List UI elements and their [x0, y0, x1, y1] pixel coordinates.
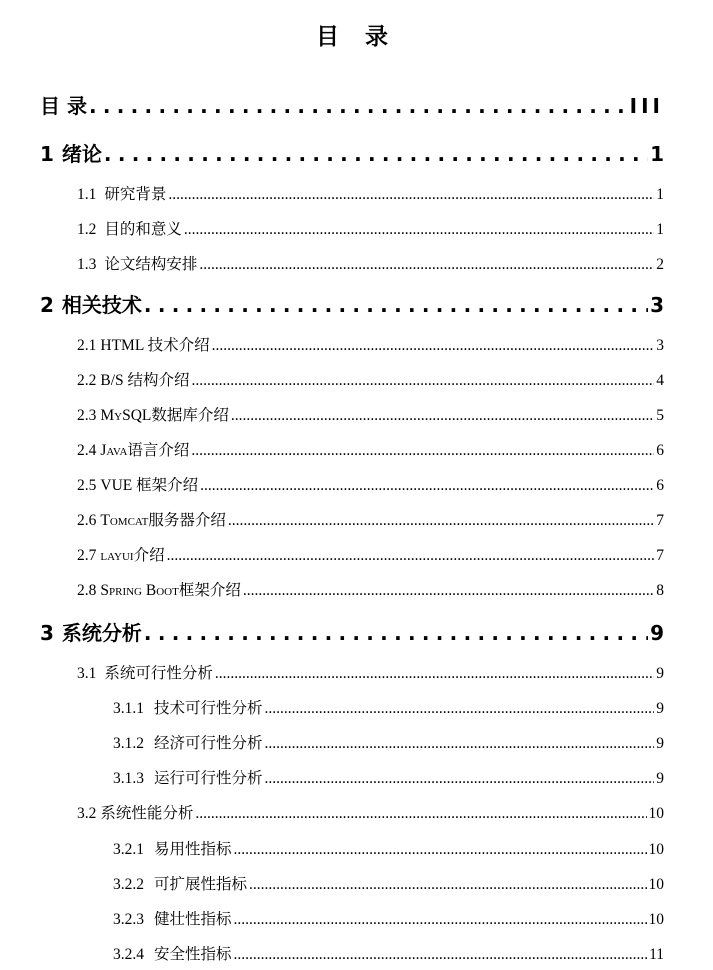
- toc-entry-2-5[interactable]: [77, 473, 664, 495]
- toc-title: 目的和意义: [104, 221, 182, 238]
- toc-number: 2: [40, 293, 54, 317]
- toc-page-number: 7: [656, 547, 664, 564]
- toc-entry-3-1[interactable]: [77, 661, 664, 683]
- page-title: 目 录: [315, 24, 397, 50]
- toc-page-number: III: [629, 94, 664, 118]
- dot-leader: [265, 700, 655, 718]
- dot-leader: [184, 221, 654, 239]
- toc-number: 1.3: [77, 256, 97, 273]
- dot-leader: [192, 372, 655, 390]
- toc-number: 2.1: [77, 337, 97, 354]
- toc-entry-3-2-2[interactable]: [113, 872, 664, 894]
- toc-entry-2-6[interactable]: [77, 508, 664, 530]
- toc-title: 相关技术: [61, 293, 142, 317]
- dot-leader: [200, 477, 654, 495]
- toc-number: 2.8: [77, 582, 97, 599]
- toc-title: 绪论: [61, 142, 102, 166]
- toc-number: 1: [40, 142, 54, 166]
- toc-page-number: 9: [656, 665, 664, 682]
- toc-title: VUE 框架介绍: [100, 477, 199, 494]
- dot-leader: [234, 946, 648, 964]
- toc-page-number: 10: [648, 911, 664, 928]
- toc-number: 3.2: [77, 805, 97, 822]
- dot-leader: [104, 142, 648, 166]
- toc-title-prefix: layui: [100, 547, 134, 564]
- toc-page-number: 1: [650, 142, 664, 166]
- toc-entry-3-1-1[interactable]: [113, 696, 664, 718]
- toc-title: 运行可行性分析: [154, 770, 263, 787]
- toc-page-number: 10: [648, 841, 664, 858]
- toc-title: 系统性能分析: [100, 805, 194, 822]
- toc-entry-contents[interactable]: [40, 90, 664, 119]
- toc-page-number: 10: [648, 805, 664, 822]
- toc-title: 安全性指标: [154, 946, 232, 963]
- toc-number: 2.2: [77, 372, 97, 389]
- toc-entry-3-1-2[interactable]: [113, 731, 664, 753]
- dot-leader: [234, 911, 647, 929]
- toc-title-prefix: MySQL: [100, 407, 152, 424]
- toc-title: 经济可行性分析: [154, 735, 263, 752]
- dot-leader: [89, 94, 628, 118]
- toc-number: 3.2.4: [113, 946, 144, 963]
- dot-leader: [212, 337, 655, 355]
- dot-leader: [228, 512, 654, 530]
- toc-title-prefix: Spring Boot: [100, 582, 179, 599]
- dot-leader: [168, 186, 654, 204]
- toc-number: 3.1.3: [113, 770, 144, 787]
- dot-leader: [191, 442, 654, 460]
- toc-entry-3-1-3[interactable]: [113, 766, 664, 788]
- dot-leader: [144, 293, 648, 317]
- toc-page-number: 9: [650, 621, 664, 645]
- toc-entry-2-2[interactable]: [77, 368, 664, 390]
- toc-number: 2.7: [77, 547, 97, 564]
- toc-entry-chapter-1[interactable]: [40, 138, 664, 167]
- toc-page-number: 9: [656, 735, 664, 752]
- toc-entry-2-8[interactable]: [77, 578, 664, 600]
- toc-title: 系统可行性分析: [104, 665, 213, 682]
- toc-number: 2.4: [77, 442, 97, 459]
- toc-title: 研究背景: [104, 186, 167, 203]
- dot-leader: [144, 621, 648, 645]
- dot-leader: [249, 876, 646, 894]
- dot-leader: [234, 841, 647, 859]
- toc-title: 服务器介绍: [148, 512, 226, 529]
- toc-page-number: 3: [656, 337, 664, 354]
- toc-title: 易用性指标: [154, 841, 232, 858]
- dot-leader: [265, 770, 655, 788]
- toc-page-number: 2: [656, 256, 664, 273]
- dot-leader: [265, 735, 655, 753]
- toc-page-number: 5: [656, 407, 664, 424]
- toc-title: 健壮性指标: [154, 911, 232, 928]
- toc-number: 1.2: [77, 221, 97, 238]
- toc-number: 1.1: [77, 186, 97, 203]
- toc-title: 目 录: [40, 94, 87, 118]
- toc-number: 3.1.2: [113, 735, 144, 752]
- toc-title: 论文结构安排: [104, 256, 198, 273]
- toc-title: 技术可行性分析: [154, 700, 263, 717]
- toc-entry-3-2-4[interactable]: [113, 942, 664, 964]
- toc-title-prefix: Java: [100, 442, 128, 459]
- toc-entry-2-7[interactable]: [77, 543, 664, 565]
- toc-number: 3.2.1: [113, 841, 144, 858]
- toc-entry-1-2[interactable]: [77, 217, 664, 239]
- toc-number: 3: [40, 621, 54, 645]
- toc-page-number: 4: [656, 372, 664, 389]
- dot-leader: [215, 665, 654, 683]
- toc-entry-2-4[interactable]: [77, 438, 664, 460]
- toc-page-number: 8: [656, 582, 664, 599]
- dot-leader: [199, 256, 654, 274]
- toc-title-prefix: Tomcat: [100, 512, 149, 529]
- toc-number: 2.6: [77, 512, 97, 529]
- toc-title: 框架介绍: [178, 582, 241, 599]
- toc-entry-3-2-3[interactable]: [113, 907, 664, 929]
- toc-number: 2.3: [77, 407, 97, 424]
- toc-entry-2-1[interactable]: [77, 333, 664, 355]
- toc-number: 3.1.1: [113, 700, 144, 717]
- toc-title: 数据库介绍: [151, 407, 229, 424]
- dot-leader: [231, 407, 654, 425]
- toc-page-number: 6: [656, 477, 664, 494]
- toc-entry-1-3[interactable]: [77, 252, 664, 274]
- toc-title: HTML 技术介绍: [100, 337, 210, 354]
- toc-entry-3-2-1[interactable]: [113, 837, 664, 859]
- toc-entry-1-1[interactable]: [77, 182, 664, 204]
- toc-title: 可扩展性指标: [154, 876, 248, 893]
- dot-leader: [195, 805, 646, 823]
- toc-page-number: 3: [650, 293, 664, 317]
- dot-leader: [243, 582, 654, 600]
- toc-number: 3.2.2: [113, 876, 144, 893]
- toc-page-number: 1: [656, 221, 664, 238]
- toc-page-number: 9: [656, 700, 664, 717]
- toc-number: 3.2.3: [113, 911, 144, 928]
- toc-entry-chapter-2[interactable]: [40, 289, 664, 318]
- toc-page-number: 9: [656, 770, 664, 787]
- toc-page-number: 10: [648, 876, 664, 893]
- toc-title: 系统分析: [61, 621, 142, 645]
- toc-entry-chapter-3[interactable]: [40, 617, 664, 646]
- toc-number: 3.1: [77, 665, 97, 682]
- toc-number: 2.5: [77, 477, 97, 494]
- dot-leader: [167, 547, 655, 565]
- toc-page-number: 11: [649, 946, 664, 963]
- toc-page-number: 1: [656, 186, 664, 203]
- toc-entry-2-3[interactable]: [77, 403, 664, 425]
- toc-title: 语言介绍: [127, 442, 190, 459]
- toc-page-number: 7: [656, 512, 664, 529]
- toc-title: 介绍: [133, 547, 165, 564]
- toc-title: B/S 结构介绍: [100, 372, 190, 389]
- toc-page-number: 6: [656, 442, 664, 459]
- toc-entry-3-2[interactable]: [77, 801, 664, 823]
